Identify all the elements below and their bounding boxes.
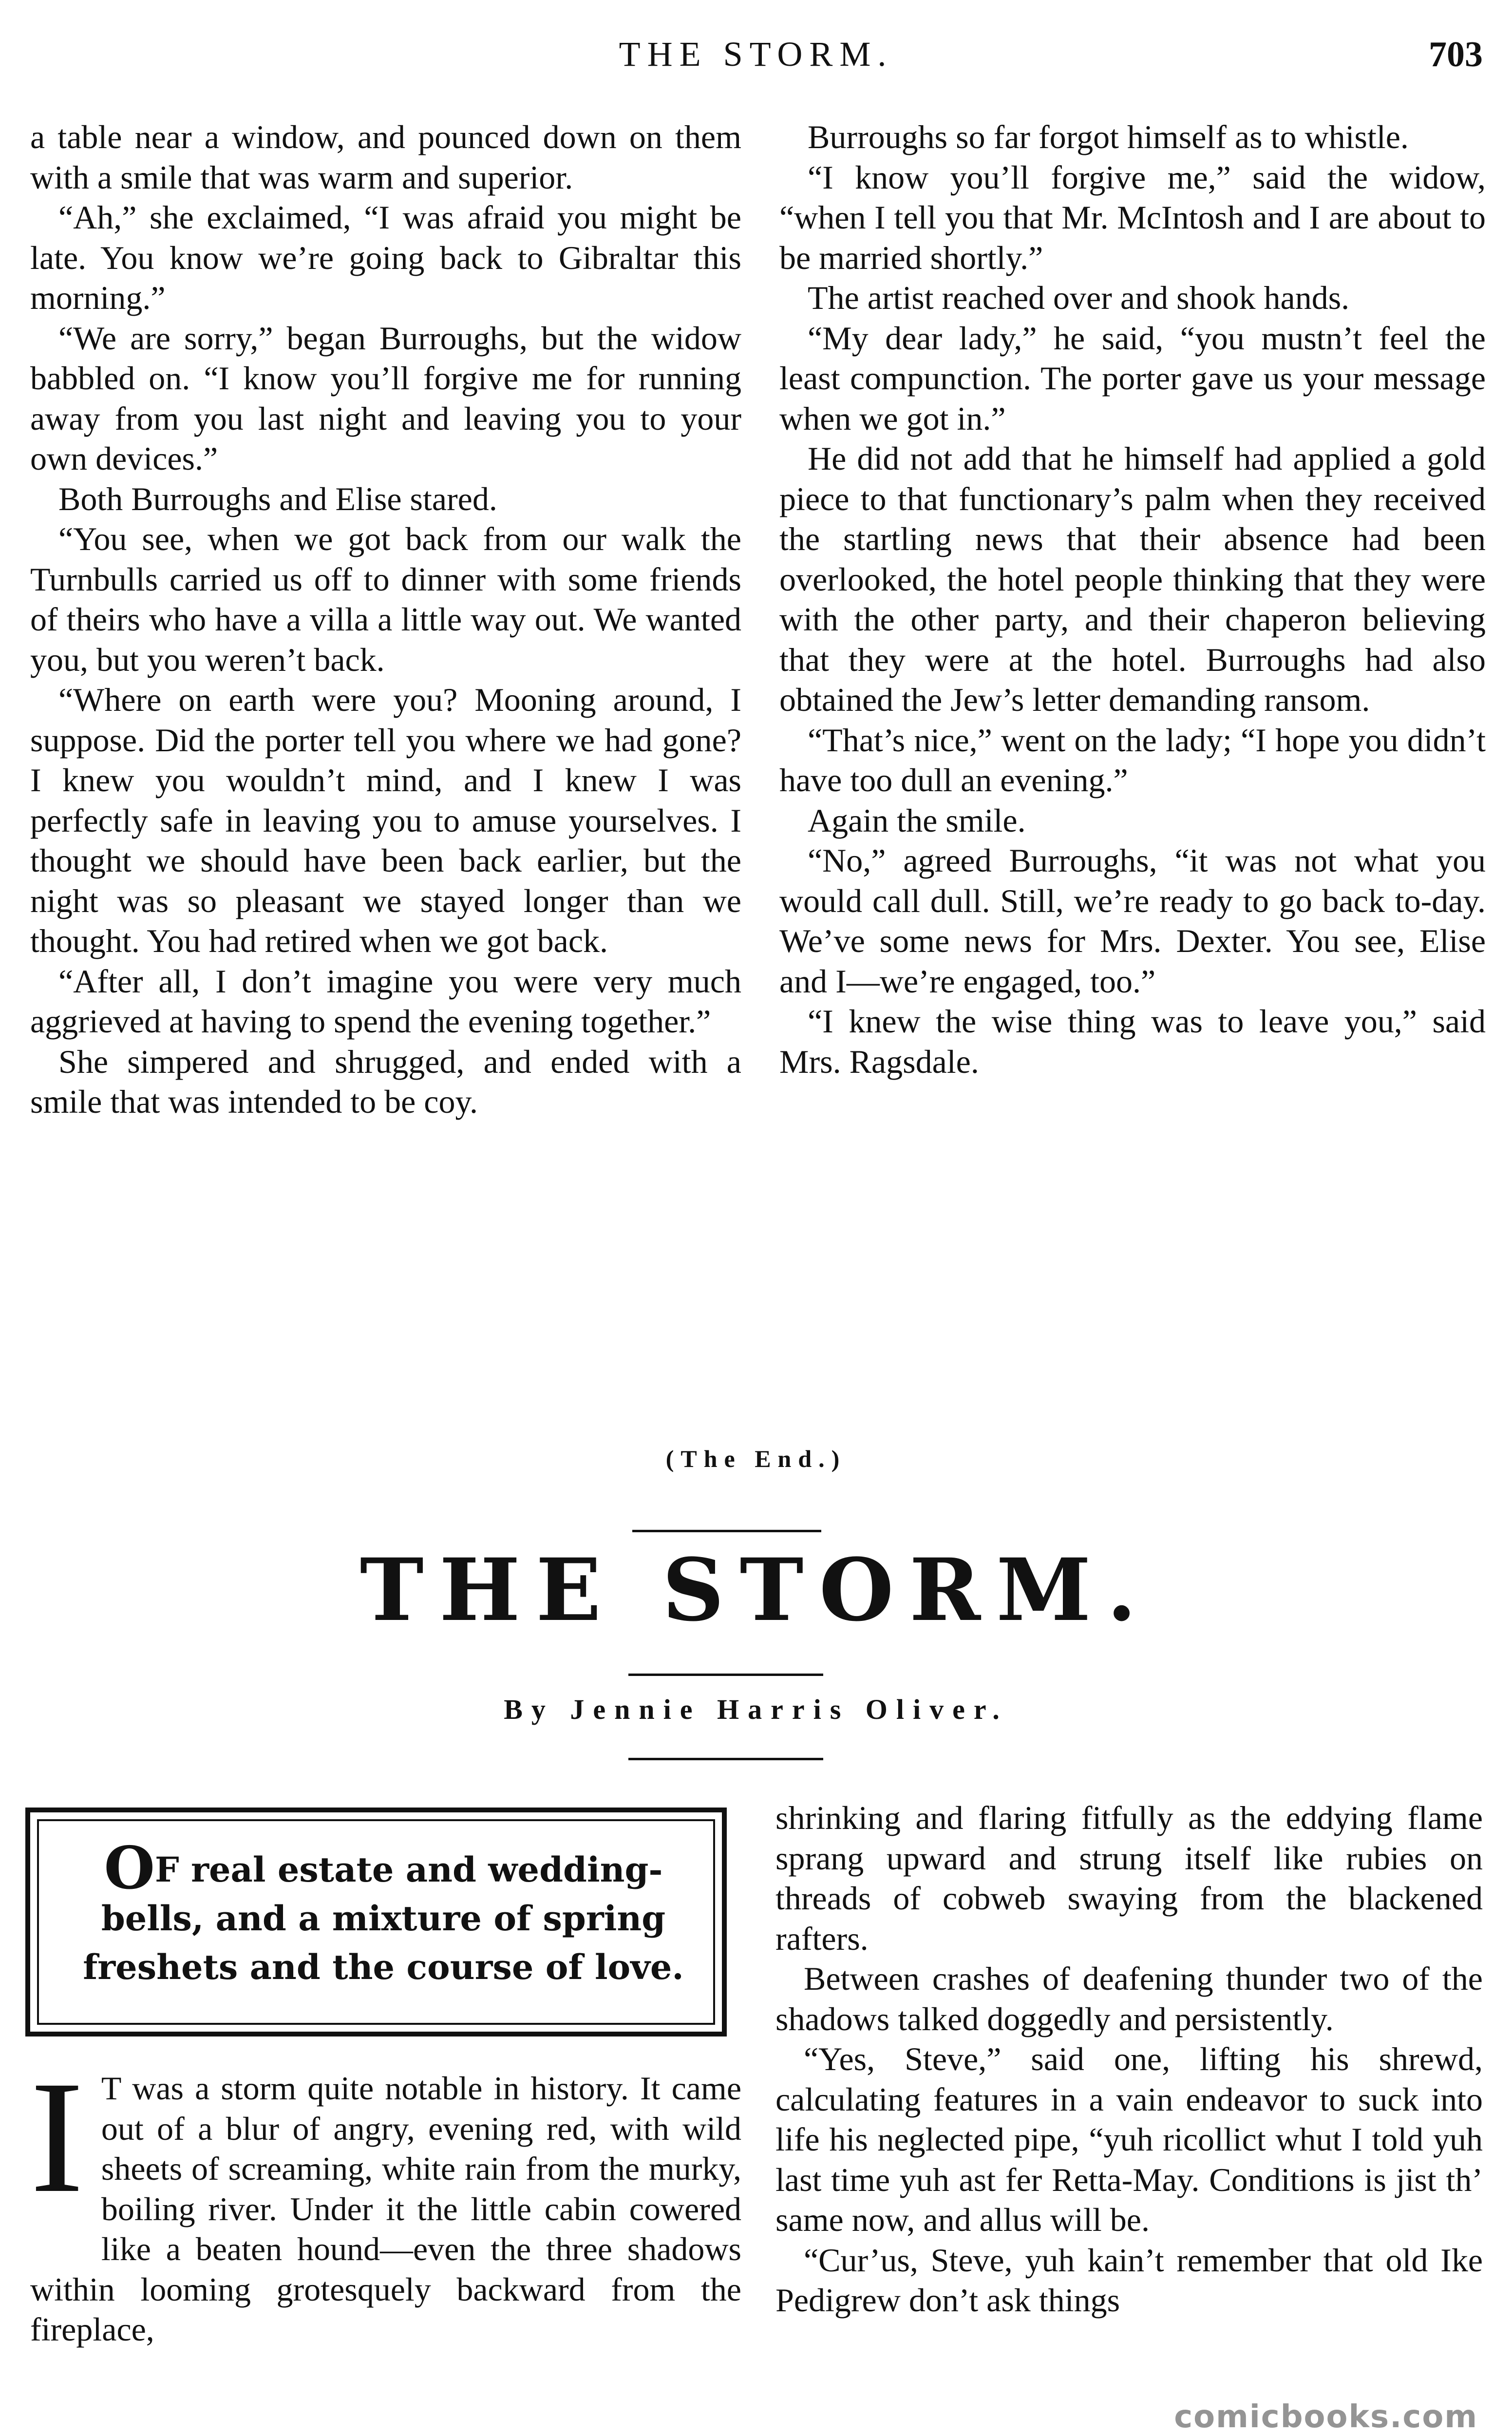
divider-rule [628,1674,823,1676]
running-title: THE STORM. [619,35,893,74]
paragraph: Burroughs so far forgot himself as to whistle. [808,118,1409,155]
paragraph: The artist reached over and shook hands. [808,279,1350,316]
blurb-initial: O [104,1834,155,1903]
previous-story-left-column [30,117,741,1122]
paragraph: He did not add that he himself had applied a gold piece to that functionary’s palm when they received the startling news that their absence had been overlooked, the hotel people thinking that they were with the other party, and their chaperon believing that they were at the hotel. Burroughs had also obtained the Jew’s letter demanding ransom. [779,440,1486,718]
paragraph: “I know you’ll forgive me,” said the widow, “when I tell you that Mr. McIntosh and I are about to be married shortly.” [779,158,1486,276]
story-blurb-box [25,1808,727,2036]
story-blurb [73,1834,694,1992]
paragraph: “Yes, Steve,” said one, lifting his shrewd, calculating features in a vain endeavor to suck into life his neglected pipe, “yuh ricollict whut I told yuh last time yuh ast fer Retta-May. Conditions is jist th’ same now, and allus will be. [775,2040,1483,2238]
paragraph: Between crashes of deafening thunder two of the shadows talked doggedly and persistently. [775,1960,1483,2037]
page-number: 703 [1429,35,1483,75]
paragraph: “No,” agreed Burroughs, “it was not what you would call dull. Still, we’re ready to go back to-day. We’ve some news for Mrs. Dexter. You see, Elise and I—we’re engaged, too.” [779,842,1486,1000]
blurb-text: F real estate and wedding-bells, and a mixture of spring freshets and the course of love. [83,1849,684,1987]
paragraph: “That’s nice,” went on the lady; “I hope you didn’t have too dull an evening.” [779,721,1486,799]
running-head [0,29,1512,83]
paragraph: “Cur’us, Steve, yuh kain’t remember that old Ike Pedigrew don’t ask things [775,2241,1483,2319]
paragraph: “I knew the wise thing was to leave you,” said Mrs. Ragsdale. [779,1003,1486,1080]
paragraph: “Ah,” she exclaimed, “I was afraid you might be late. You know we’re going back to Gibraltar this morning.” [30,199,741,316]
story-opening-column [30,2048,741,2350]
story-right-column [775,1798,1483,2321]
opening-paragraph: T was a storm quite notable in history. It came out of a blur of angry, evening red, with wild sheets of screaming, white rain from the murky, boiling river. Under it the little cabin cowered like a beaten hound—even the three shadows within looming grotesquely backward from the fireplace, [30,2070,741,2348]
paragraph: a table near a window, and pounced down on them with a smile that was warm and superior. [30,118,741,196]
divider-rule [628,1758,823,1760]
previous-story-right-column [779,117,1486,1082]
watermark: comicbooks.com [1174,2399,1478,2435]
paragraph: “We are sorry,” began Burroughs, but the widow babbled on. “I know you’ll forgive me for running away from you last night and leaving you to your own devices.” [30,319,741,477]
paragraph: shrinking and flaring fitfully as the eddying flame sprang upward and strung itself like rubies on threads of cobweb swaying from the blackened rafters. [775,1799,1483,1957]
divider-rule [632,1530,821,1532]
paragraph: Both Burroughs and Elise stared. [58,480,497,517]
paragraph: She simpered and shrugged, and ended with a smile that was intended to be coy. [30,1043,741,1120]
end-note: (The End.) [665,1445,847,1472]
paragraph: “My dear lady,” he said, “you mustn’t feel the least compunction. The porter gave us your message when we got in.” [779,319,1486,437]
story-title: THE STORM. [359,1540,1153,1640]
drop-cap: I [30,2048,84,2226]
paragraph: “You see, when we got back from our walk the Turnbulls carried us off to dinner with some friends of theirs who have a villa a little way out. We wanted you, but you weren’t back. [30,520,741,678]
story-blurb-inner-frame [37,1819,715,2025]
paragraph: Again the smile. [808,801,1026,839]
byline: By Jennie Harris Oliver. [504,1694,1008,1725]
paragraph: “Where on earth were you? Mooning around, I suppose. Did the porter tell you where we had gone? I knew you wouldn’t mind, and I knew I was perfectly safe in leaving you to amuse yourselves. I thought we should have been back earlier, but the night was so pleasant we stayed longer than we thought. You had retired when we got back. [30,681,741,959]
paragraph: “After all, I don’t imagine you were very much aggrieved at having to spend the evening together.” [30,962,741,1040]
